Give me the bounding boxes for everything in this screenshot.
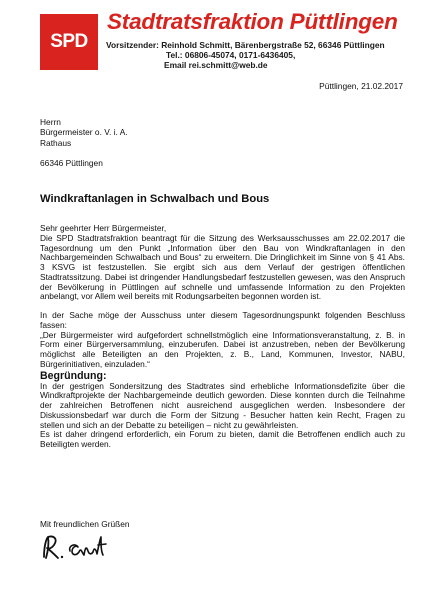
spd-logo — [40, 14, 98, 70]
recipient-line: Rathaus — [40, 137, 72, 148]
subject-line: Windkraftanlagen in Schwalbach und Bous — [40, 193, 270, 205]
faction-name: Stadtratsfraktion Püttlingen — [107, 9, 398, 34]
logo-text: SPD — [50, 31, 88, 52]
rationale-paragraph: Es ist daher dringend erforderlich, ein Forum zu bieten, damit die Betroffenen endlich auch zu Beteiligten werden. — [40, 429, 405, 449]
closing: Mit freundlichen Grüßen — [40, 519, 130, 529]
email-line: Email rei.schmitt@web.de — [164, 60, 268, 70]
handwritten-signature — [40, 525, 120, 565]
phone-line: Tel.: 06806-45074, 0171-6436405, — [166, 50, 296, 60]
recipient-line: Bürgermeister o. V. i. A. — [40, 127, 128, 138]
recipient-line: 66346 Püttlingen — [40, 157, 103, 168]
salutation: Sehr geehrter Herr Bürgermeister, — [40, 223, 167, 233]
rationale-paragraph: In der gestrigen Sondersitzung des Stadtrates sind erhebliche Informationsdefizite über die Windkraftprojekte der Nachbargemeinde deutlich geworden. Diese konnten durch die Teilnahme der zahlreichen Betroffenen nicht ausreichend ausgeglichen werden. Insbesondere der Diskussionsbedarf war durch die Form der Sitzung - Besucher hatten kein Recht, Fragen zu stellen und sich an der Debatte zu beteiligen – nicht zu gewährleisten. — [40, 380, 405, 430]
place-date: Püttlingen, 21.02.2017 — [319, 81, 403, 91]
paragraph-resolution-intro: In der Sache möge der Ausschuss unter diesem Tagesordnungspunkt folgenden Beschluss fassen: — [40, 310, 405, 330]
rationale-heading: Begründung: — [40, 369, 107, 382]
recipient-line: Herrn — [40, 117, 61, 127]
resolution-quote: „Der Bürgermeister wird aufgefordert schnellstmöglich eine Informationsveranstaltung, z. B. in Form einer Bürgerversammlung, einzuberufen. Dabei ist anzustreben, neben der Bevölkerung möglichst alle Beteiligten an den Projekten, z. B., Land, Kommunen, Investor, NABU, Bürgerinitiativen, einzuladen.“ — [40, 329, 405, 369]
chair-line: Vorsitzender: Reinhold Schmitt, Bärenbergstraße 52, 66346 Püttlingen — [106, 40, 385, 50]
paragraph-request: Die SPD Stadtratsfraktion beantragt für die Sitzung des Werksausschusses am 22.02.2017 die Tagesordnung um den Punkt „Information über den Bau von Windkraftanlagen in den Nachbargemeinden Schwalbach und Bous“ zu erweitern. Die Dringlichkeit im Sinne von § 41 Abs. 3 KSVG ist festzustellen. Sie ergibt sich aus dem Verlauf der gestrigen öffentlichen Stadtratssitzung. Dabei ist dringender Handlungsbedarf festzustellen gewesen, was den Anspruch der Bevölkerung in Püttlingen auf schnelle und umfassende Information zu den Projekten anbelangt, vor Allem weil bereits mit Rodungsarbeiten begonnen worden ist. — [40, 232, 405, 302]
letter-body — [40, 224, 405, 450]
signature-drawing — [40, 525, 120, 565]
address-gap — [40, 148, 128, 158]
recipient-address — [40, 117, 128, 168]
